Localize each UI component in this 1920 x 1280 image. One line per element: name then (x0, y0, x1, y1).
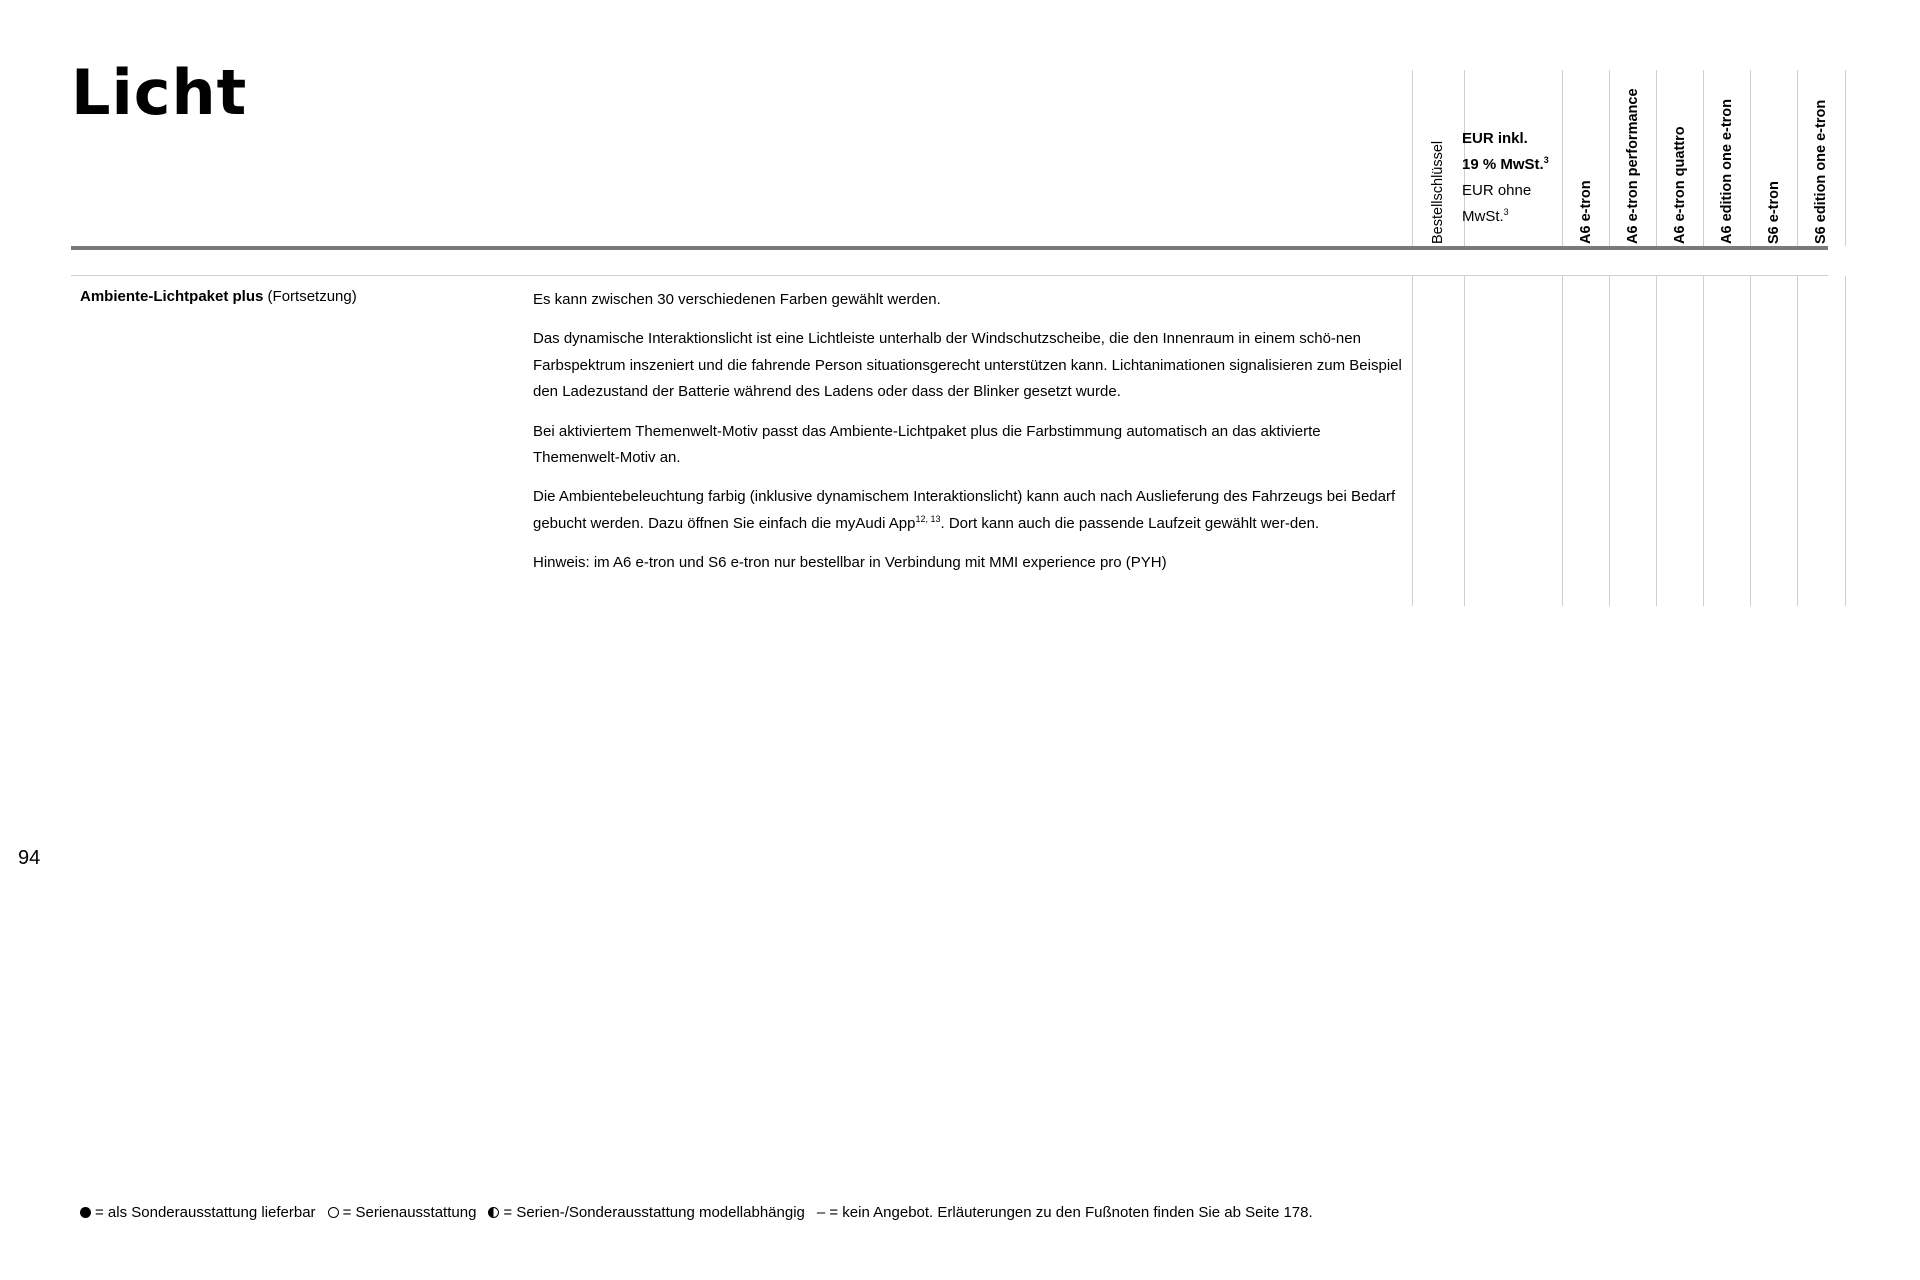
column-divider (1464, 276, 1465, 606)
description-paragraph: Hinweis: im A6 e-tron und S6 e-tron nur bestellbar in Verbindung mit MMI experience pro (PYH) (533, 554, 1167, 572)
price-excl-line1: EUR ohne (1462, 182, 1532, 199)
legend-none: – = kein Angebot. Erläuterungen zu den Fußnoten finden Sie ab Seite 178. (816, 1204, 1313, 1221)
column-divider (1750, 70, 1751, 246)
page-number: 94 (18, 847, 41, 869)
model-header-a6-edition-one: A6 edition one e-tron (1719, 99, 1735, 244)
column-divider (1412, 70, 1413, 246)
price-excl-label (1462, 178, 1558, 204)
model-header-a6-etron: A6 e-tron (1578, 180, 1594, 244)
item-name: Ambiente-Lichtpaket plus (80, 288, 264, 305)
column-divider (1562, 276, 1563, 606)
item-suffix: (Fortsetzung) (267, 288, 357, 305)
column-divider (1750, 276, 1751, 606)
legend-optional: = als Sonderausstattung lieferbar (95, 1204, 316, 1221)
column-divider (1656, 70, 1657, 246)
price-incl-line2: 19 % MwSt. (1462, 156, 1544, 173)
header-rule (71, 246, 1828, 250)
column-divider (1703, 276, 1704, 606)
footnote-ref: 3 (1543, 155, 1549, 165)
price-incl-line1: EUR inkl. (1462, 130, 1528, 147)
filled-circle-icon (80, 1207, 91, 1218)
model-header-s6-edition-one: S6 edition one e-tron (1813, 99, 1829, 244)
column-divider (1656, 276, 1657, 606)
legend-standard: = Serienausstattung (342, 1204, 477, 1221)
item-description (533, 287, 1405, 590)
empty-circle-icon (328, 1207, 339, 1218)
column-divider (1412, 276, 1413, 606)
column-divider (1845, 276, 1846, 606)
column-divider (1845, 70, 1846, 246)
footnote-ref: 12, 13 (915, 513, 941, 524)
price-incl-label-2 (1462, 152, 1558, 178)
model-header-s6-etron: S6 e-tron (1766, 181, 1782, 244)
half-circle-icon (488, 1207, 499, 1218)
price-excl-line2: MwSt. (1462, 208, 1504, 225)
column-divider (1797, 70, 1798, 246)
description-paragraph: Das dynamische Interaktionslicht ist eine Lichtleiste unterhalb der Windschutzscheibe, die den Innenraum in einem schö-nen Farbspektrum inszeniert und die fahrende Person situationsgerecht unterstützen kann. Lichtanimationen signalisieren zum Beispiel den Ladezustand der Batterie während des Ladens oder dass der Blinker gesetzt wurde. (533, 330, 1402, 401)
legend-model-dependent: = Serien-/Sonderausstattung modellabhängig (503, 1204, 805, 1221)
legend (80, 1204, 1313, 1221)
page-title: Licht (71, 56, 248, 129)
footnote-ref: 3 (1503, 207, 1509, 217)
description-paragraph: Bei aktiviertem Themenwelt-Motiv passt das Ambiente-Lichtpaket plus die Farbstimmung automatisch an das aktivierte Themenwelt-Motiv an. (533, 422, 1321, 467)
price-header (1462, 126, 1558, 230)
column-divider (1609, 276, 1610, 606)
row-top-rule (71, 275, 1828, 276)
column-divider (1609, 70, 1610, 246)
model-header-a6-etron-quattro: A6 e-tron quattro (1672, 126, 1688, 244)
column-divider (1562, 70, 1563, 246)
item-title (80, 287, 357, 307)
order-key-header: Bestellschlüssel (1430, 140, 1446, 244)
paragraph-text: Die Ambientebeleuchtung farbig (inklusive dynamischem Interaktionslicht) kann auch nach Auslieferung des Fahrzeugs bei Bedarf gebucht werden. Dazu öffnen Sie einfach die myAudi App (533, 488, 1396, 532)
description-paragraph (533, 484, 1405, 537)
column-divider (1797, 276, 1798, 606)
price-incl-label (1462, 126, 1558, 152)
paragraph-text: . Dort kann auch die passende Laufzeit gewählt wer-den. (940, 514, 1320, 532)
description-paragraph: Es kann zwischen 30 verschiedenen Farben gewählt werden. (533, 291, 941, 308)
column-divider (1703, 70, 1704, 246)
price-excl-label-2 (1462, 204, 1558, 230)
model-header-a6-etron-performance: A6 e-tron performance (1625, 88, 1641, 244)
